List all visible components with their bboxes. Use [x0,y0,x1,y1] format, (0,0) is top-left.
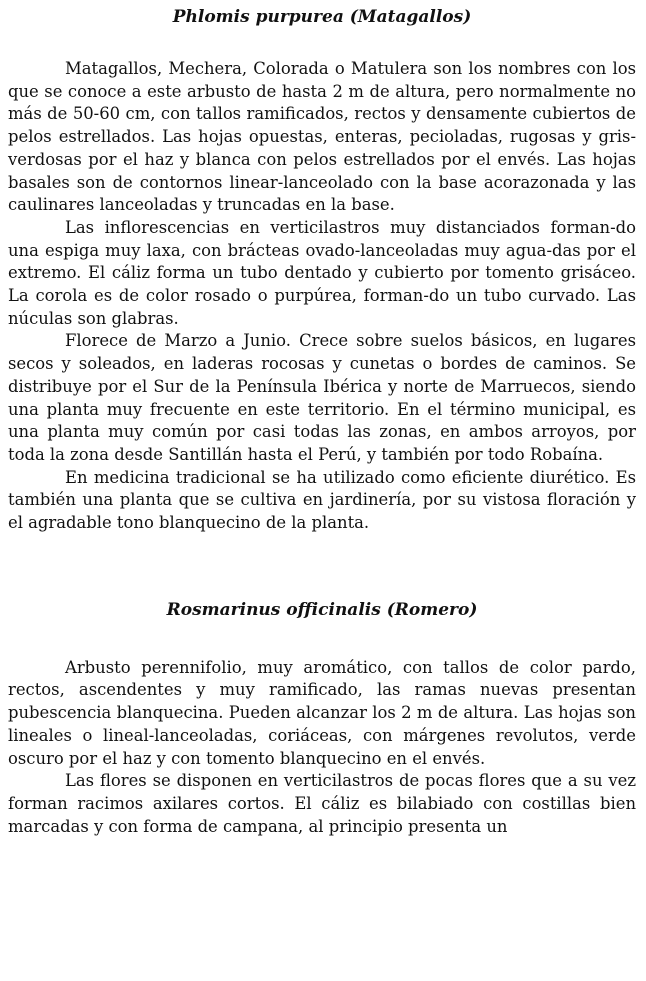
paragraph-flowers: Las flores se disponen en verticilastros de pocas flores que a su vez forman racimos axilares cortos. El cáliz es bilabiado con costillas bien marcadas y con forma de campana, al principio presenta un [8,771,636,836]
paragraph-description: Arbusto perennifolio, muy aromático, con tallos de color pardo, rectos, ascendentes y muy ramificado, las ramas nuevas presentan pubescencia blanquecina. Pueden alcanzar los 2 m de altura. Las hojas son lineales o lineal-lanceoladas, coriáceas, con márgenes revolutos, verde oscuro por el haz y con tomento blanquecino en el envés. [8,657,636,768]
paragraph-description: Matagallos, Mechera, Colorada o Matulera son los nombres con los que se conoce a este arbusto de hasta 2 m de altura, pero normalmente no más de 50-60 cm, con tallos ramificados, rectos y densamente cubiertos de pelos estrellados. Las hojas opuestas, enteras, pecioladas, rugosas y gris-verdosas por el haz y blanca con pelos estrellados por el envés. Las hojas basales son de contornos linear-lanceolado con la base acorazonada y las caulinares lanceoladas y truncadas en la base. [8,59,636,215]
paragraph-uses: En medicina tradicional se ha utilizado como eficiente diurético. Es también una planta que se cultiva en jardinería, por su vistosa floración y el agradable tono blanquecino de la planta. [8,467,636,533]
document-page [8,6,636,838]
section-phlomis-purpurea [8,6,636,535]
paragraph-habitat: Florece de Marzo a Junio. Crece sobre suelos básicos, en lugares secos y soleados, en laderas rocosas y cunetas o bordes de caminos. Se distribuye por el Sur de la Península Ibérica y norte de Marruecos, siendo una planta muy frecuente en este territorio. En el término municipal, es una planta muy común por casi todas las zonas, en ambos arroyos, por toda la zona desde Santillán hasta el Perú, y también por todo Robaína. [8,331,636,464]
section-rosmarinus-officinalis [8,599,636,839]
paragraph-inflorescence: Las inflorescencias en verticilastros muy distanciados forman-do una espiga muy laxa, con brácteas ovado-lanceoladas muy agua-das por el extremo. El cáliz forma un tubo dentado y cubierto por tomento grisáceo. La corola es de color rosado o purpúrea, forman-do un tubo curvado. Las núculas son glabras. [8,217,636,328]
section-title: Rosmarinus officinalis (Romero) [166,599,478,620]
section-title: Phlomis purpurea (Matagallos) [172,7,472,27]
